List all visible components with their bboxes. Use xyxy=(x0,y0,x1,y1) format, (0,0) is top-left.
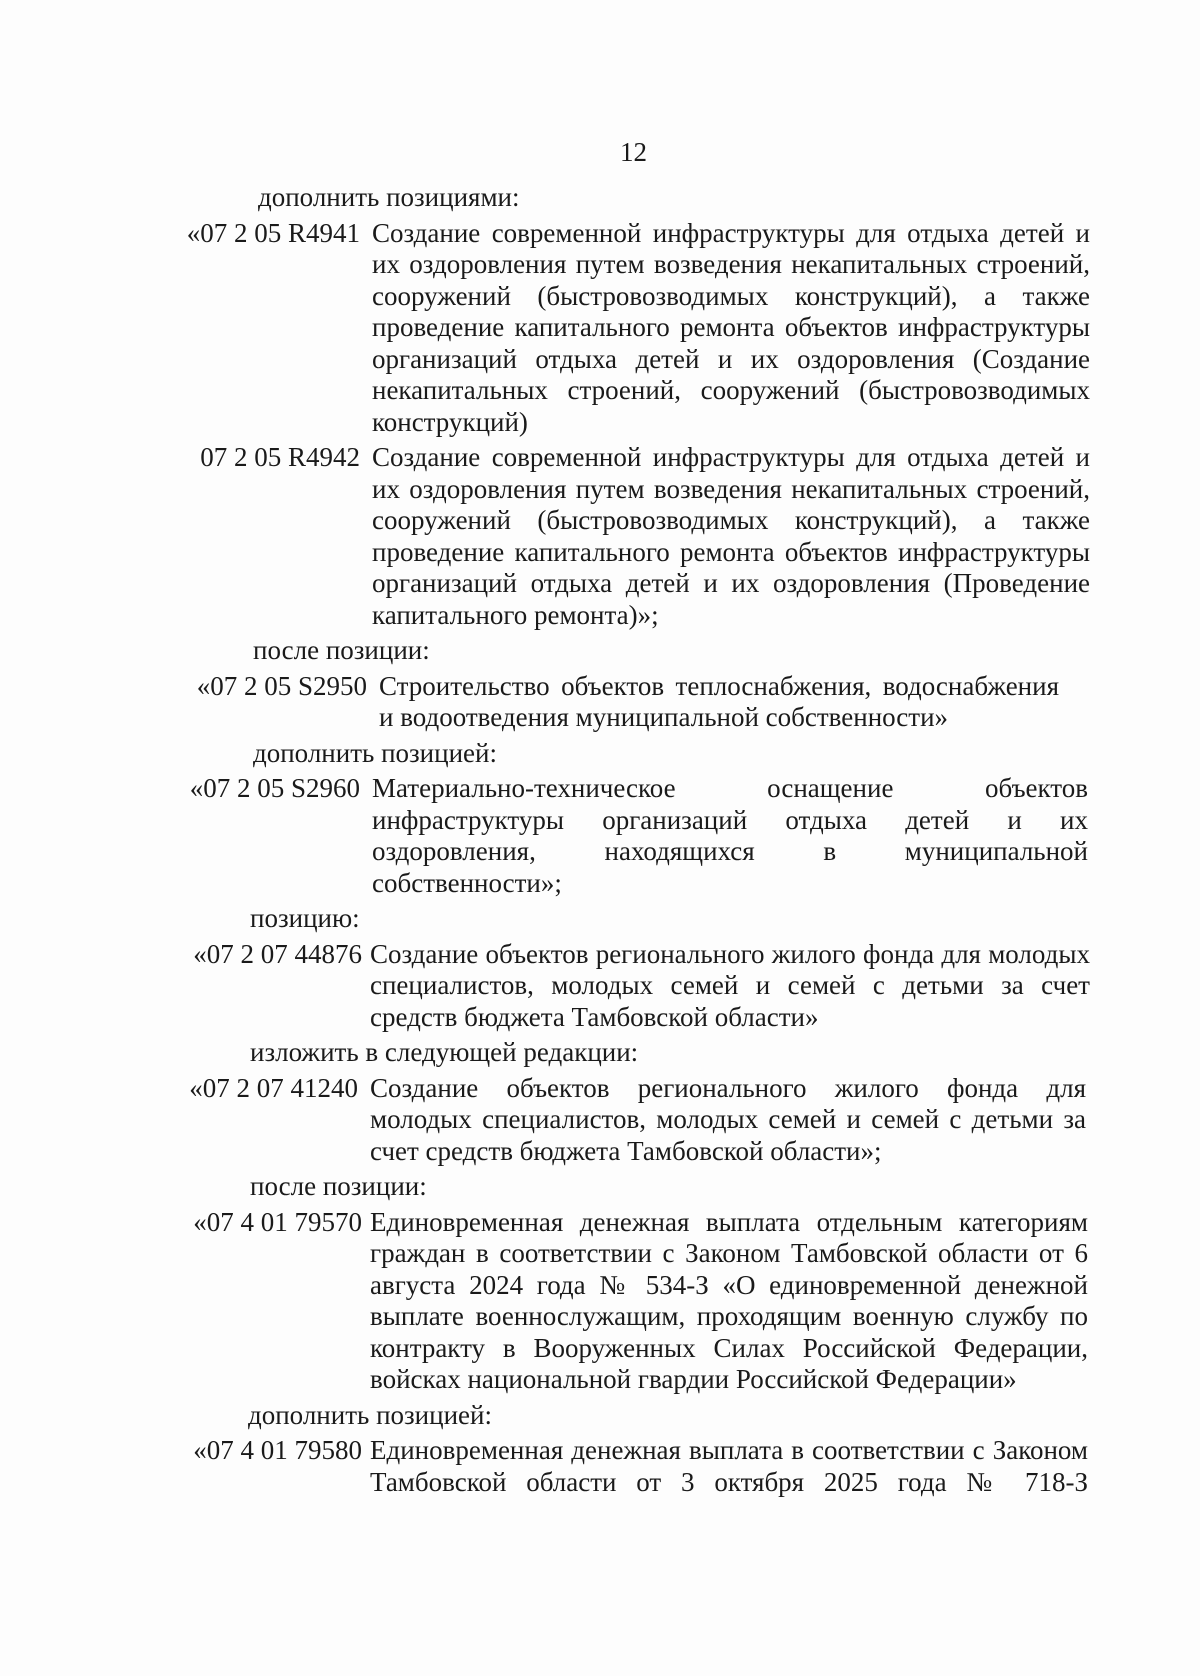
position-code: «07 2 05 S2960 xyxy=(189,773,360,803)
budget-position-entry xyxy=(0,939,1200,1034)
budget-position-entry xyxy=(0,442,1200,631)
position-code: «07 4 01 79580 xyxy=(193,1435,362,1465)
budget-position-entry xyxy=(0,773,1200,899)
instruction-add-positions: дополнить позициями: xyxy=(258,182,520,212)
instruction-after-position: после позиции: xyxy=(253,635,430,665)
position-description: Единовременная денежная выплата отдельным категориям граждан в соответствии с Законом Тамбовской области от 6 августа 2024 года № 534-З «О единовременной денежной выплате военнослужащим, проходящим военную службу по контракту в Вооруженных Силах Российской Федерации, войсках национальной гвардии Российской Федерации» xyxy=(370,1206,1088,1394)
position-code: 07 2 05 R4942 xyxy=(200,442,360,472)
position-code: «07 2 05 R4941 xyxy=(186,217,360,248)
position-description: Материально-техническое оснащение объектов инфраструктуры организаций отдыха детей и их оздоровления, находящихся в муниципальной собственности»; xyxy=(372,773,1088,898)
instruction-position: позицию: xyxy=(250,903,360,933)
instruction-add-position: дополнить позицией: xyxy=(253,737,497,768)
position-code: «07 2 07 41240 xyxy=(189,1072,358,1103)
budget-position-entry xyxy=(0,218,1200,439)
budget-position-entry xyxy=(0,1073,1200,1168)
budget-position-entry xyxy=(0,1435,1200,1498)
position-description: Создание современной инфраструктуры для отдыха детей и их оздоровления путем возведения некапитальных строений, сооружений (быстровозводимых конструкций), а также проведение капитального ремонта объектов инфраструктуры организаций отдыха детей и их оздоровления (Проведение капитального ремонта)»; xyxy=(372,442,1090,630)
document-body xyxy=(0,182,1200,1502)
position-description: Создание объектов регионального жилого фонда для молодых специалистов, молодых семей и семей с детьми за счет средств бюджета Тамбовской области» xyxy=(370,938,1090,1032)
instruction-after-position: после позиции: xyxy=(250,1171,427,1201)
budget-position-entry xyxy=(0,1207,1200,1396)
position-description: Строительство объектов теплоснабжения, водоснабжения и водоотведения муниципальной собственности» xyxy=(379,670,1059,732)
instruction-add-position: дополнить позицией: xyxy=(248,1399,492,1430)
position-description: Создание современной инфраструктуры для отдыха детей и их оздоровления путем возведения некапитальных строений, сооружений (быстровозводимых конструкций), а также проведение капитального ремонта объектов инфраструктуры организаций отдыха детей и их оздоровления (Создание некапитальных строений, сооружений (быстровозводимых конструкций) xyxy=(372,217,1090,437)
budget-position-entry xyxy=(0,671,1200,734)
position-description: Единовременная денежная выплата в соответствии с Законом Тамбовской области от 3 октября 2025 года № 718-З xyxy=(370,1435,1088,1497)
position-code: «07 2 05 S2950 xyxy=(196,670,367,701)
position-code: «07 4 01 79570 xyxy=(193,1206,362,1237)
position-code: «07 2 07 44876 xyxy=(193,938,362,969)
page-number: 12 xyxy=(620,137,647,167)
position-description: Создание объектов регионального жилого фонда для молодых специалистов, молодых семей и семей с детьми за счет средств бюджета Тамбовской области»; xyxy=(370,1072,1086,1166)
instruction-restate: изложить в следующей редакции: xyxy=(250,1037,639,1067)
